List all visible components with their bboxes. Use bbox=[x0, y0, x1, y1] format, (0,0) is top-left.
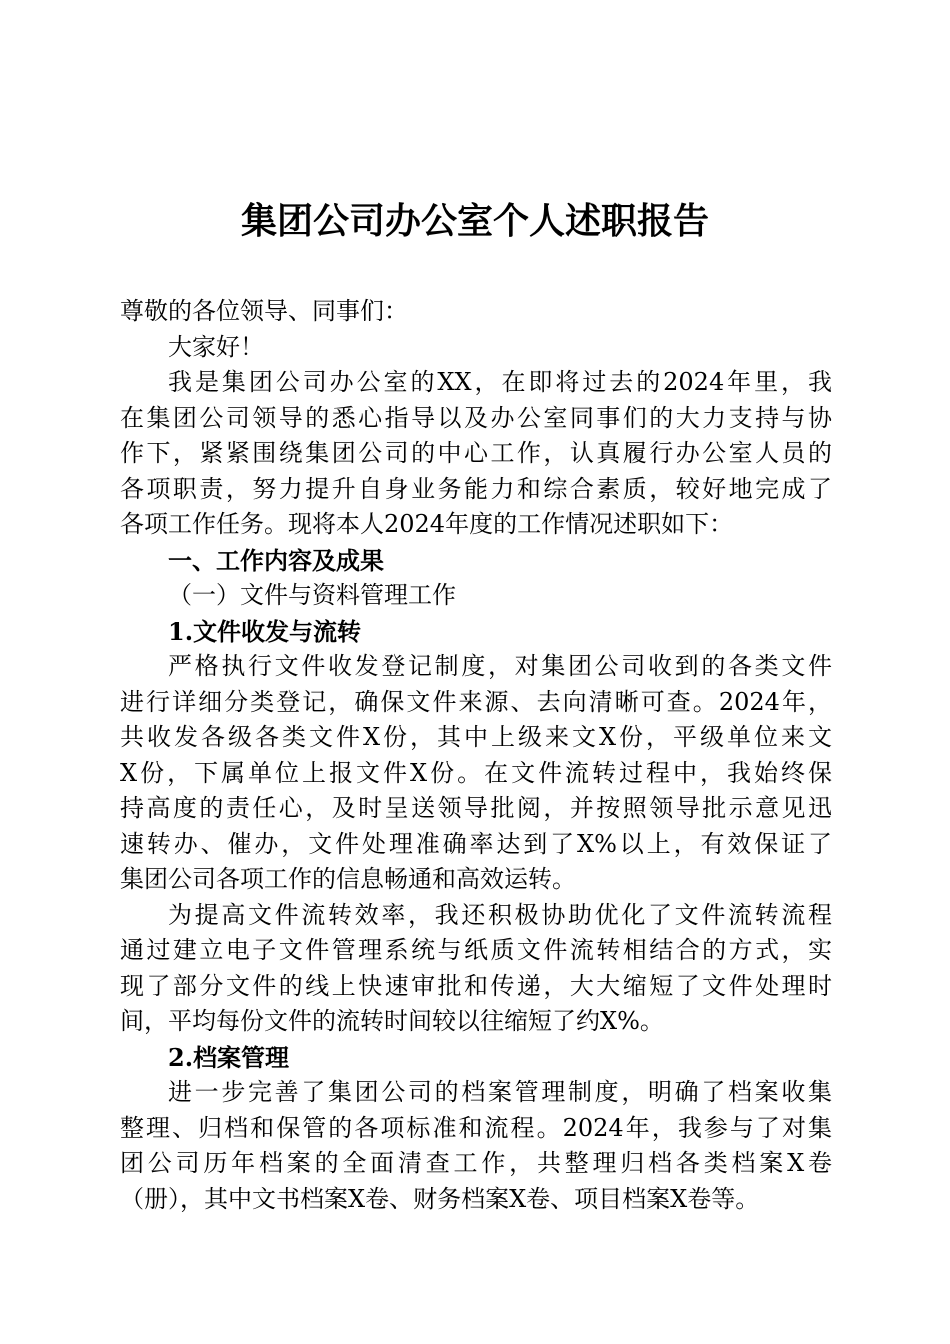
item-heading: 1.文件收发与流转 bbox=[168, 616, 362, 646]
greeting: 大家好！ bbox=[168, 332, 264, 361]
paragraph-line: 各项工作任务。现将本人2024年度的工作情况述职如下： bbox=[120, 510, 734, 538]
document-body bbox=[120, 294, 832, 1217]
paragraph-line: 集团公司各项工作的信息畅通和高效运转。 bbox=[120, 865, 576, 893]
paragraph-file-handling bbox=[120, 649, 832, 898]
paragraph-line: 进一步完善了集团公司的档案管理制度，明确了档案收集 bbox=[168, 1078, 832, 1106]
paragraph-line: 整理、归档和保管的各项标准和流程。2024年，我参与了对集 bbox=[120, 1113, 832, 1142]
paragraph-line: 团公司历年档案的全面清查工作，共整理归档各类档案X卷 bbox=[120, 1149, 832, 1177]
paragraph-line: 通过建立电子文件管理系统与纸质文件流转相结合的方式，实 bbox=[120, 936, 832, 964]
paragraph-line: 速转办、催办，文件处理准确率达到了X%以上，有效保证了 bbox=[120, 829, 832, 858]
paragraph-line: 在集团公司领导的悉心指导以及办公室同事们的大力支持与协 bbox=[120, 403, 832, 432]
paragraph-line: （册），其中文书档案X卷、财务档案X卷、项目档案X卷等。 bbox=[120, 1184, 760, 1213]
paragraph-line: 我是集团公司办公室的XX，在即将过去的2024年里，我 bbox=[168, 368, 832, 396]
intro-paragraph bbox=[120, 365, 832, 543]
paragraph-line: 现了部分文件的线上快速审批和传递，大大缩短了文件处理时 bbox=[120, 971, 832, 1000]
paragraph-line: 共收发各级各类文件X份，其中上级来文X份，平级单位来文 bbox=[120, 723, 832, 751]
paragraph-line: 持高度的责任心，及时呈送领导批阅，并按照领导批示意见迅 bbox=[120, 794, 832, 822]
paragraph-line: 各项职责，努力提升自身业务能力和综合素质，较好地完成了 bbox=[120, 474, 832, 503]
section-heading: 一、工作内容及成果 bbox=[168, 545, 384, 575]
salutation: 尊敬的各位领导、同事们： bbox=[120, 297, 408, 325]
paragraph-process-optimization bbox=[120, 898, 832, 1040]
paragraph-archive-management bbox=[120, 1075, 832, 1217]
paragraph-line: X份，下属单位上报文件X份。在文件流转过程中，我始终保 bbox=[120, 758, 832, 787]
paragraph-line: 为提高文件流转效率，我还积极协助优化了文件流转流程 bbox=[168, 900, 832, 929]
paragraph-line: 严格执行文件收发登记制度，对集团公司收到的各类文件 bbox=[168, 652, 832, 680]
item-heading: 2.档案管理 bbox=[168, 1042, 290, 1072]
paragraph-line: 进行详细分类登记，确保文件来源、去向清晰可查。2024年， bbox=[120, 687, 832, 716]
document-title: 集团公司办公室个人述职报告 bbox=[240, 200, 709, 242]
paragraph-line: 作下，紧紧围绕集团公司的中心工作，认真履行办公室人员的 bbox=[120, 439, 832, 467]
subsection-heading: （一）文件与资料管理工作 bbox=[168, 581, 456, 609]
paragraph-line: 间，平均每份文件的流转时间较以往缩短了约X%。 bbox=[120, 1007, 664, 1035]
